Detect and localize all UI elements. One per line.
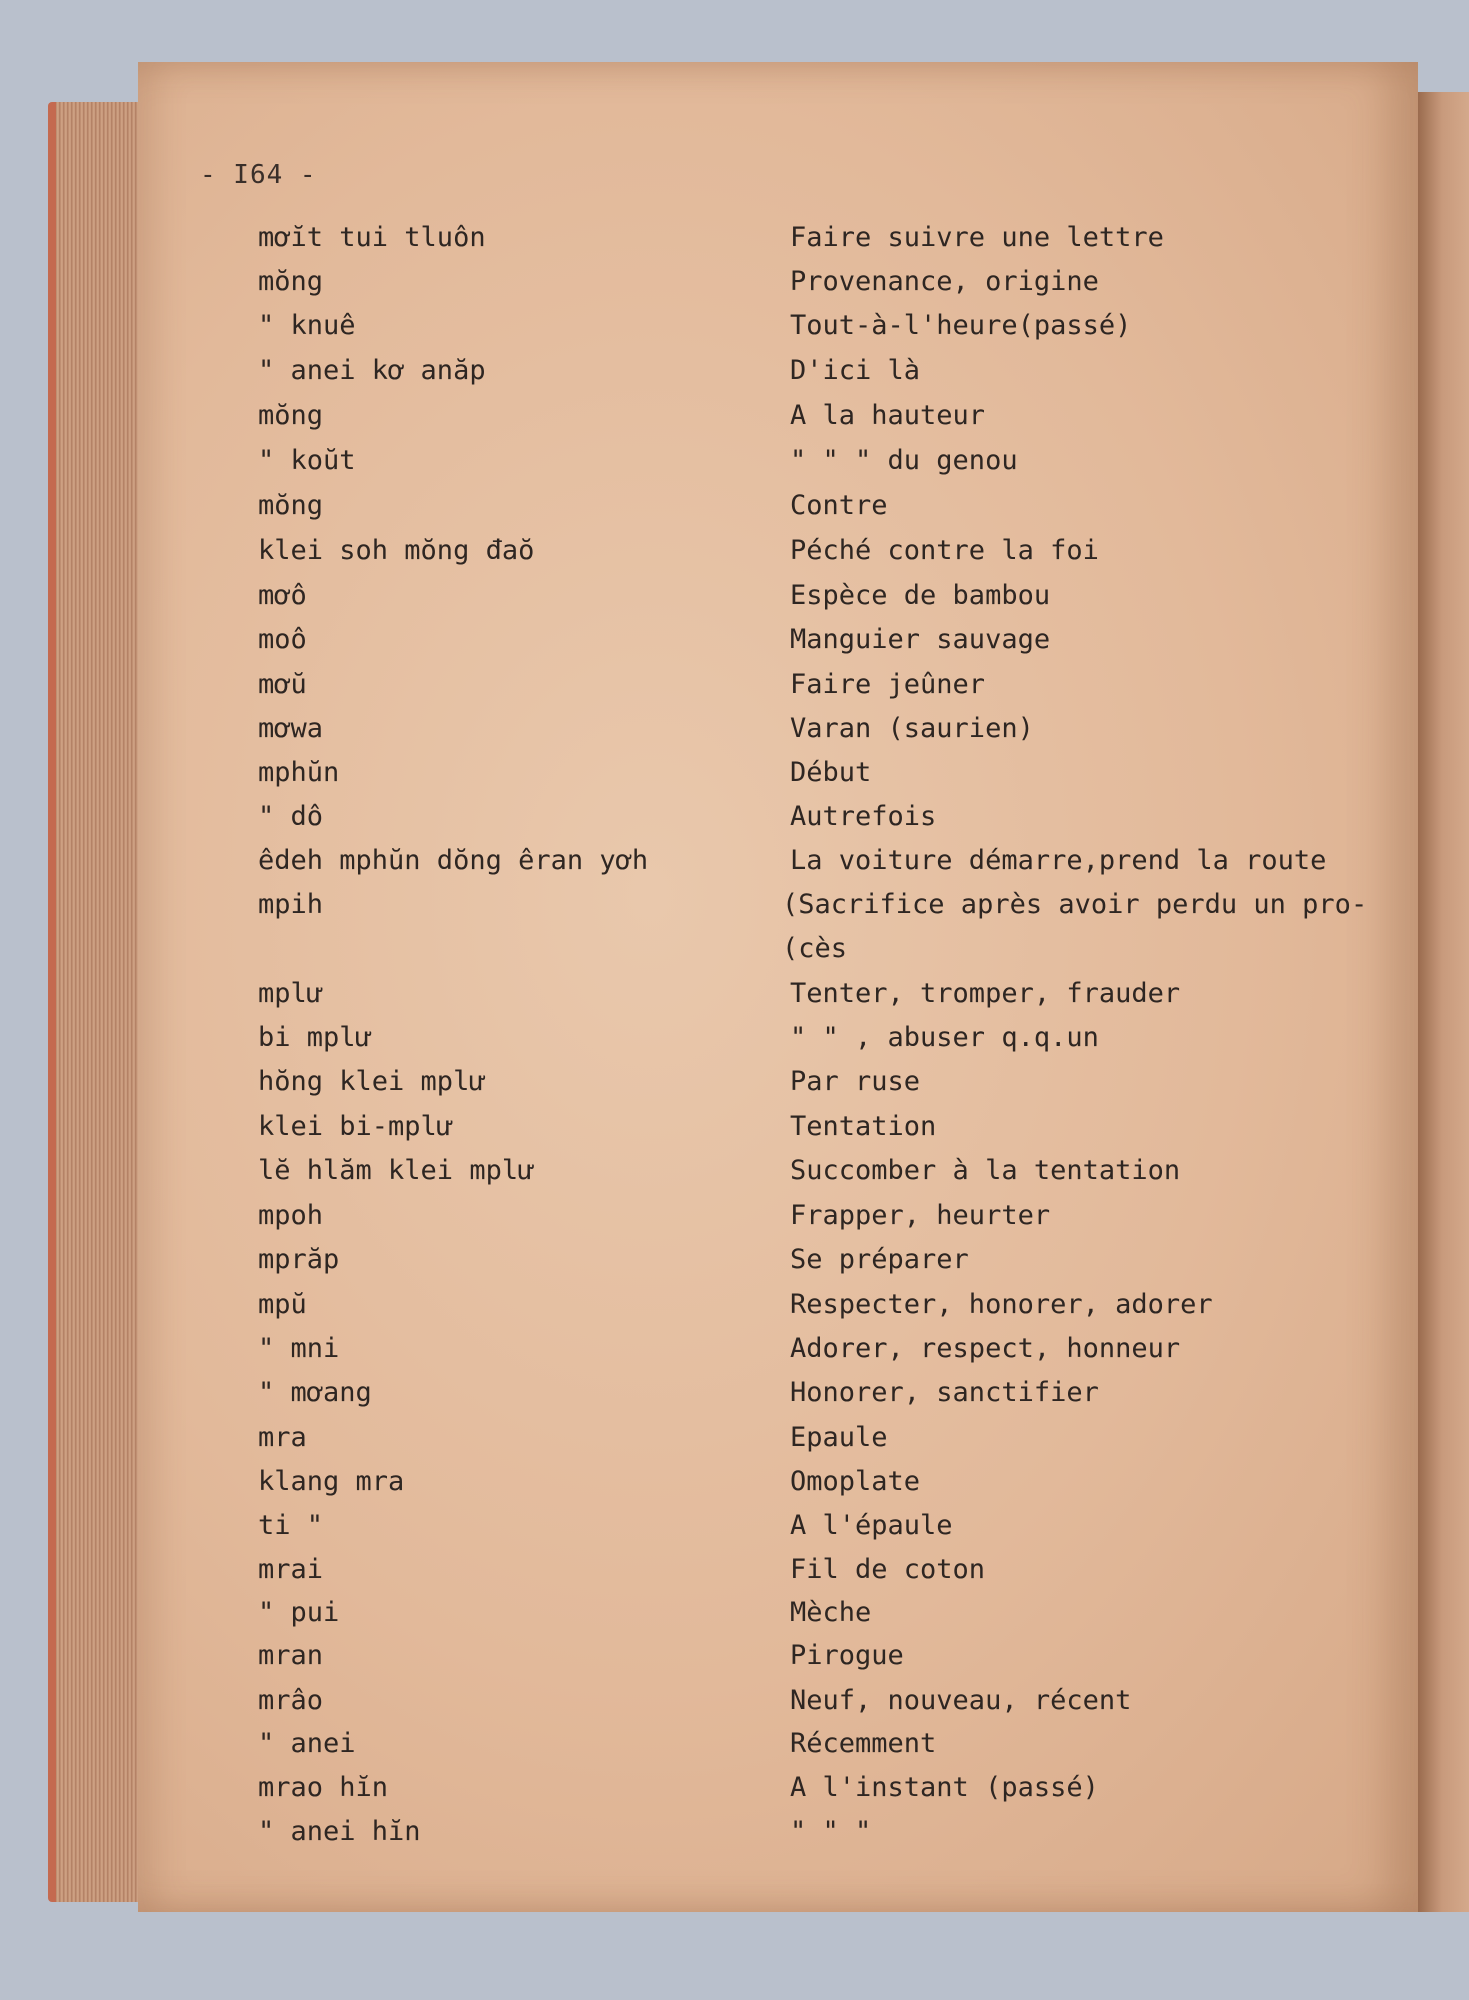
entry-row [0, 713, 1469, 753]
entry-term: klei bi-mplư [258, 1111, 454, 1142]
entry-gloss: Par ruse [790, 1066, 921, 1097]
entry-gloss: D'ici là [790, 355, 921, 386]
entry-row [0, 801, 1469, 841]
entry-gloss: La voiture démarre,prend la route [790, 845, 1327, 876]
entry-row [0, 1022, 1469, 1062]
entry-row [0, 1597, 1469, 1637]
entry-row [0, 1685, 1469, 1725]
entry-gloss: A l'instant (passé) [790, 1772, 1099, 1803]
entry-gloss: " " " [790, 1816, 872, 1847]
entry-gloss: A la hauteur [790, 400, 986, 431]
entry-row [0, 1772, 1469, 1812]
entry-row [0, 1554, 1469, 1594]
entry-term: " dô [258, 801, 324, 832]
entry-row [0, 1066, 1469, 1106]
entry-row [0, 1466, 1469, 1506]
entry-gloss: Pirogue [790, 1640, 904, 1671]
entry-gloss: Autrefois [790, 801, 937, 832]
entry-gloss: Manguier sauvage [790, 624, 1051, 655]
entry-term: mprăp [258, 1244, 340, 1275]
entry-term: mpih [258, 889, 324, 920]
entry-term: " anei [258, 1728, 356, 1759]
entry-term: mrao hĭn [258, 1772, 389, 1803]
entry-gloss: Tout-à-l'heure(passé) [790, 310, 1132, 341]
entry-gloss: Faire jeûner [790, 669, 986, 700]
entry-gloss: Honorer, sanctifier [790, 1377, 1099, 1408]
entry-term: mơĭt tui tluôn [258, 222, 486, 253]
entry-term: " pui [258, 1597, 340, 1628]
entry-gloss: Se préparer [790, 1244, 969, 1275]
entry-row [0, 580, 1469, 620]
entry-term: klei soh mŏng đaŏ [258, 535, 535, 566]
entry-row [0, 490, 1469, 530]
entry-row [0, 1111, 1469, 1151]
entry-gloss: Péché contre la foi [790, 535, 1099, 566]
entry-row [0, 1244, 1469, 1284]
entry-gloss: (Sacrifice après avoir perdu un pro- [782, 889, 1368, 920]
entry-term: mpoh [258, 1200, 324, 1231]
entry-gloss: Tenter, tromper, frauder [790, 978, 1181, 1009]
entry-term: mơô [258, 580, 307, 611]
entry-term: mphŭn [258, 757, 340, 788]
entry-term: hŏng klei mplư [258, 1066, 486, 1097]
entry-term: mơwa [258, 713, 324, 744]
entry-term: " mơang [258, 1377, 372, 1408]
entry-gloss: Succomber à la tentation [790, 1155, 1181, 1186]
entry-term: mplư [258, 978, 324, 1009]
entry-row [0, 669, 1469, 709]
entry-row [0, 222, 1469, 262]
entry-term: " mni [258, 1333, 340, 1364]
entry-gloss: Tentation [790, 1111, 937, 1142]
entry-term: mra [258, 1422, 307, 1453]
entry-term: mơŭ [258, 669, 307, 700]
entry-term: " anei kơ anăp [258, 355, 486, 386]
entry-row [0, 978, 1469, 1018]
entry-term: mŏng [258, 266, 324, 297]
entry-term: moô [258, 624, 307, 655]
entry-row [0, 310, 1469, 350]
entry-row [0, 1422, 1469, 1462]
entry-row [0, 1816, 1469, 1856]
entry-row [0, 1728, 1469, 1768]
entry-term: êdeh mphŭn dŏng êran yơh [258, 845, 649, 876]
entry-term: mran [258, 1640, 324, 1671]
entry-gloss: Provenance, origine [790, 266, 1099, 297]
entry-gloss: Contre [790, 490, 888, 521]
entry-gloss: Adorer, respect, honneur [790, 1333, 1181, 1364]
entry-gloss: Récemment [790, 1728, 937, 1759]
entry-row [0, 1377, 1469, 1417]
entry-row [0, 933, 1469, 973]
entry-gloss: (cès [782, 933, 848, 964]
entry-term: mpŭ [258, 1289, 307, 1320]
entry-gloss: Mèche [790, 1597, 872, 1628]
entry-row [0, 1200, 1469, 1240]
entry-gloss: " " , abuser q.q.un [790, 1022, 1099, 1053]
entry-gloss: Frapper, heurter [790, 1200, 1051, 1231]
entry-row [0, 355, 1469, 395]
entry-row [0, 624, 1469, 664]
entry-row [0, 1333, 1469, 1373]
entry-term: ti " [258, 1510, 324, 1541]
entry-row [0, 1640, 1469, 1680]
page-number: - I64 - [200, 160, 317, 190]
entry-term: mŏng [258, 490, 324, 521]
entry-gloss: Epaule [790, 1422, 888, 1453]
entry-row [0, 535, 1469, 575]
entry-gloss: " " " du genou [790, 445, 1018, 476]
entry-gloss: Début [790, 757, 872, 788]
entry-row [0, 889, 1469, 929]
entry-term: mŏng [258, 400, 324, 431]
entry-term: " knuê [258, 310, 356, 341]
entry-term: lĕ hlăm klei mplư [258, 1155, 535, 1186]
entry-gloss: Fil de coton [790, 1554, 986, 1585]
entry-row [0, 400, 1469, 440]
entry-row [0, 1510, 1469, 1550]
entry-gloss: Respecter, honorer, adorer [790, 1289, 1213, 1320]
entry-row [0, 1289, 1469, 1329]
entry-gloss: A l'épaule [790, 1510, 953, 1541]
entry-row [0, 845, 1469, 885]
entry-gloss: Espèce de bambou [790, 580, 1051, 611]
entry-gloss: Varan (saurien) [790, 713, 1034, 744]
entry-term: " anei hĭn [258, 1816, 421, 1847]
entry-term: " koŭt [258, 445, 356, 476]
entry-gloss: Neuf, nouveau, récent [790, 1685, 1132, 1716]
entry-row [0, 1155, 1469, 1195]
entry-term: mrâo [258, 1685, 324, 1716]
entry-gloss: Omoplate [790, 1466, 921, 1497]
entry-gloss: Faire suivre une lettre [790, 222, 1164, 253]
entry-term: bi mplư [258, 1022, 372, 1053]
entry-row [0, 266, 1469, 306]
entry-term: klang mra [258, 1466, 405, 1497]
entry-term: mrai [258, 1554, 324, 1585]
entry-row [0, 757, 1469, 797]
entry-row [0, 445, 1469, 485]
